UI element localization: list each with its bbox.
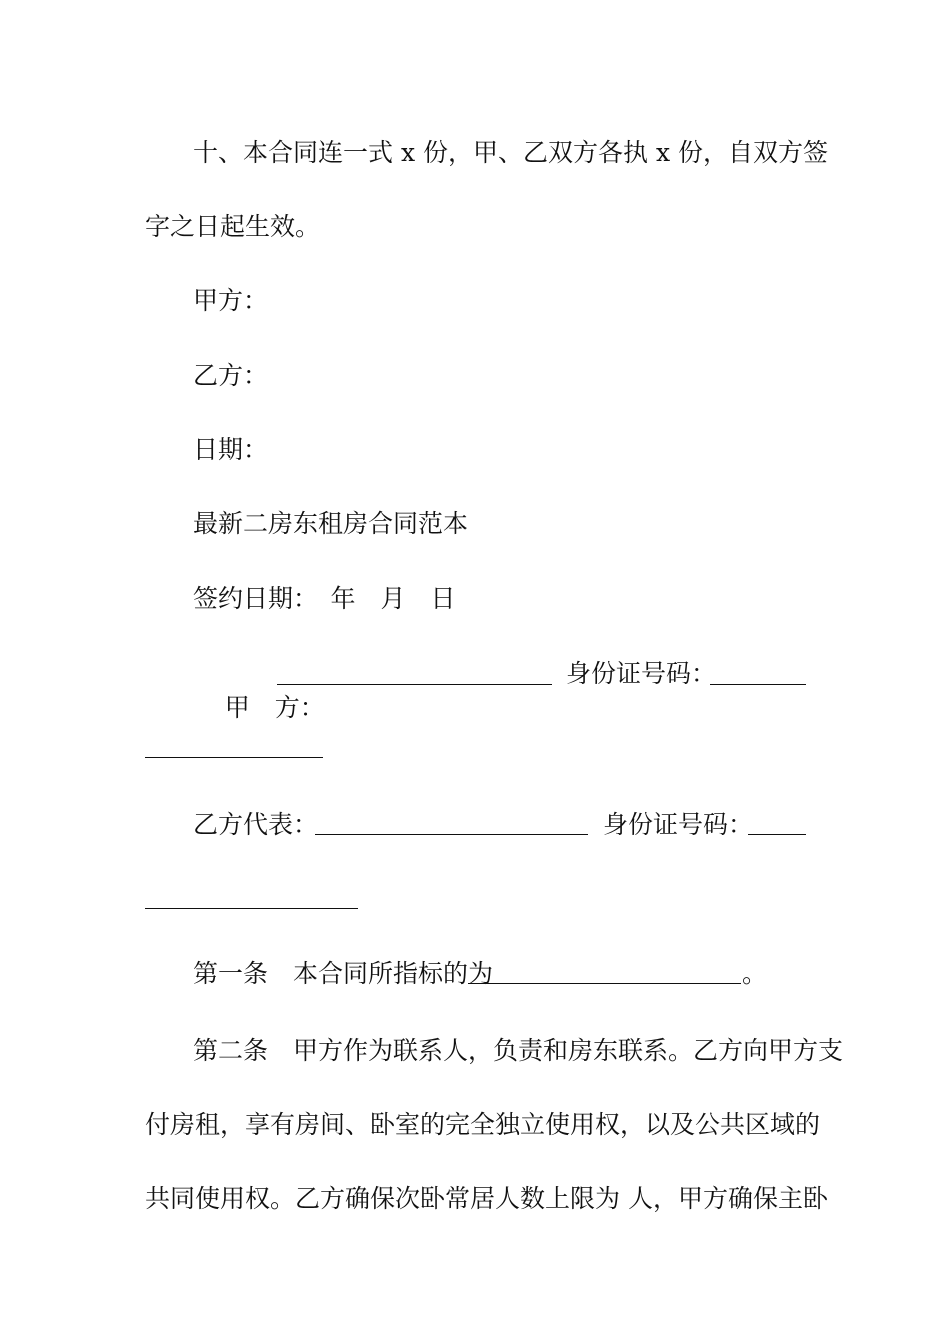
party-b-rep-name-blank: [315, 834, 588, 835]
party-b-id-label: 身份证号码：: [603, 810, 754, 839]
article-2-line-3: 共同使用权。乙方确保次卧常居人数上限为 人，甲方确保主卧: [145, 1184, 828, 1213]
sign-date-line: 签约日期： 年 月 日: [193, 584, 456, 613]
party-a-name-blank: [277, 684, 552, 685]
article-2-line-1: 第二条 甲方作为联系人，负责和房东联系。乙方向甲方支: [193, 1036, 844, 1065]
document-heading: 最新二房东租房合同范本: [193, 509, 469, 538]
article-1-blank: [468, 983, 741, 984]
clause-10-line-2: 字之日起生效。: [145, 212, 321, 241]
party-b-signature-label: 乙方：: [193, 361, 269, 390]
article-2-line-2: 付房租，享有房间、卧室的完全独立使用权，以及公共区域的: [145, 1110, 821, 1139]
party-a-signature-label: 甲方：: [193, 286, 269, 315]
party-b-id-blank: [748, 834, 806, 835]
date-label: 日期：: [193, 435, 269, 464]
party-b-id-blank-cont: [145, 908, 358, 909]
party-a-id-blank-cont: [145, 757, 323, 758]
clause-10-line-1: 十、本合同连一式 x 份，甲、乙双方各执 x 份，自双方签: [193, 138, 828, 167]
article-1-prefix: 第一条 本合同所指标的为: [193, 959, 494, 988]
party-a-field-row: [193, 657, 325, 759]
party-a-field-label: 甲 方：: [224, 693, 325, 722]
article-1-suffix: 。: [742, 959, 768, 988]
party-a-id-blank: [710, 684, 806, 685]
party-b-rep-label: 乙方代表：: [193, 810, 319, 839]
party-a-id-label: 身份证号码：: [566, 659, 717, 688]
